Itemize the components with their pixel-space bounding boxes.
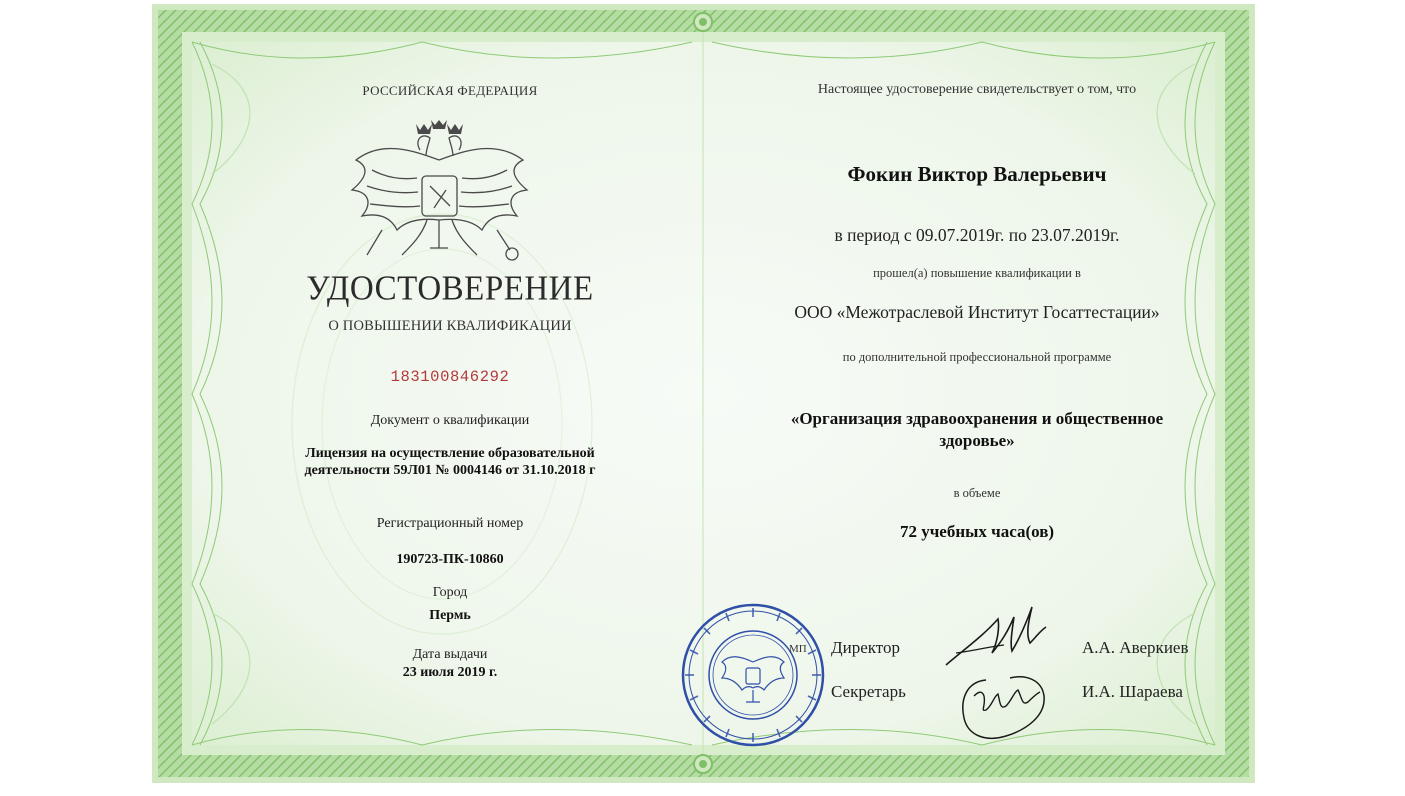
- hours-value: 72 учебных часа(ов): [899, 522, 1055, 541]
- license-line-2: деятельности 59Л01 № 0004146 от 31.10.2018 г: [304, 463, 596, 478]
- city-label: Город: [432, 585, 468, 600]
- secretary-role: Секретарь: [831, 682, 906, 701]
- volume-label: в объеме: [953, 486, 1001, 500]
- certificate-title: УДОСТОВЕРЕНИЕ: [306, 270, 594, 308]
- city-value: Пермь: [429, 608, 471, 623]
- holder-name: Фокин Виктор Валерьевич: [847, 162, 1107, 186]
- program-label: по дополнительной профессиональной программе: [842, 350, 1112, 364]
- secretary-name: И.А. Шараева: [1082, 682, 1183, 701]
- director-name: А.А. Аверкиев: [1082, 638, 1189, 657]
- serial-number: 183100846292: [390, 368, 510, 386]
- certificate-subtitle: О ПОВЫШЕНИИ КВАЛИФИКАЦИИ: [328, 318, 572, 334]
- issue-date: 23 июля 2019 г.: [402, 665, 498, 680]
- license-line-1: Лицензия на осуществление образовательной: [305, 446, 595, 461]
- organization-name: ООО «Межотраслевой Институт Госаттестации»: [794, 302, 1160, 322]
- double-headed-eagle-emblem-icon: [342, 120, 537, 270]
- document-label: Документ о квалификации: [370, 413, 530, 428]
- director-role: Директор: [831, 638, 900, 657]
- passed-text: прошел(а) повышение квалификации в: [873, 266, 1081, 280]
- registration-label: Регистрационный номер: [376, 516, 524, 531]
- secretary-signature-icon: [956, 666, 1056, 746]
- issue-date-label: Дата выдачи: [412, 647, 488, 662]
- director-signature-icon: [942, 601, 1052, 671]
- certificate-document: [152, 4, 1255, 783]
- round-seal-stamp-icon: [680, 602, 826, 748]
- program-name: «Организация здравоохранения и общественное здоровье»: [790, 409, 1164, 450]
- training-period: в период с 09.07.2019г. по 23.07.2019г.: [834, 225, 1120, 245]
- country-heading: РОССИЙСКАЯ ФЕДЕРАЦИЯ: [362, 83, 538, 98]
- registration-number: 190723-ПК-10860: [396, 552, 504, 567]
- intro-text: Настоящее удостоверение свидетельствует о том, что: [817, 82, 1137, 97]
- seal-place-mark: МП: [789, 643, 807, 655]
